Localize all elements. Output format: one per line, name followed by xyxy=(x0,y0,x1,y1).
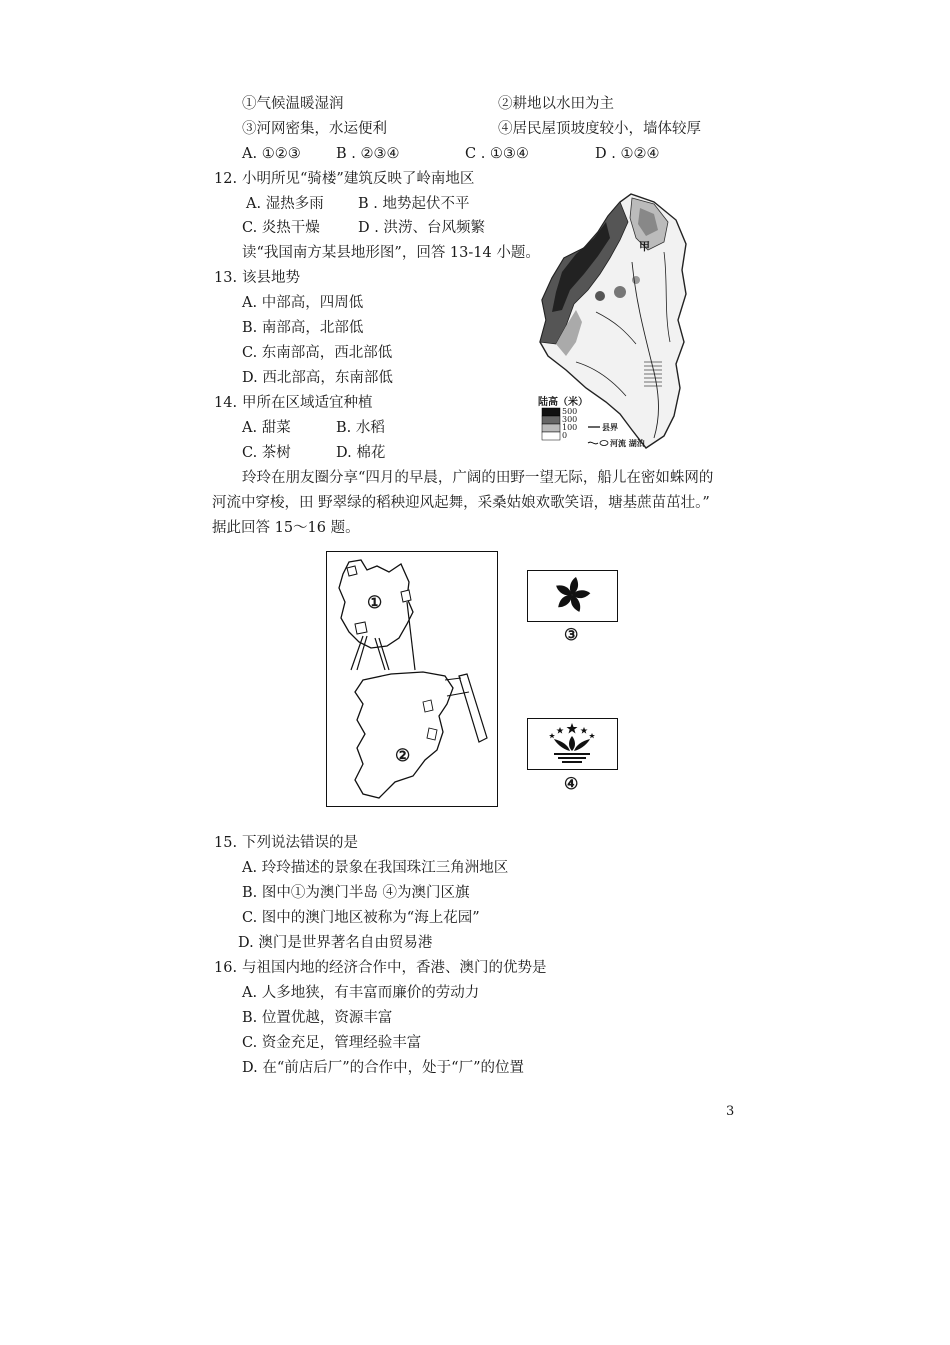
q11-choice-d: D . ①②④ xyxy=(595,146,660,162)
q12-stem: 小明所见“骑楼”建筑反映了岭南地区 xyxy=(242,171,475,187)
q14-choice-a: A. 甜菜 xyxy=(242,420,291,436)
q14-choice-d: D. 棉花 xyxy=(336,445,386,461)
legend-county-boundary: 县界 xyxy=(602,422,618,432)
legend-level-100: 100 xyxy=(562,423,578,432)
intro-13-14: 读“我国南方某县地形图”，回答 13-14 小题。 xyxy=(242,245,540,261)
county-terrain-map-svg xyxy=(536,192,696,454)
q14-stem: 甲所在区域适宜种植 xyxy=(242,395,373,411)
macau-map-svg xyxy=(327,552,496,805)
q14-choice-c: C. 茶树 xyxy=(242,445,291,461)
passage-line-2: 河流中穿梭，田 野翠绿的稻秧迎风起舞，采桑姑娘欢歌笑语，塘基蔗苗茁壮。” xyxy=(212,495,710,511)
q16-stem: 与祖国内地的经济合作中，香港、澳门的优势是 xyxy=(242,960,547,976)
q11-option-3: ③河网密集，水运便利 xyxy=(242,121,387,137)
label-1-macau-peninsula: ① xyxy=(367,593,383,613)
q14-choice-b: B. 水稻 xyxy=(336,420,385,436)
q12-number: 12. xyxy=(214,171,238,187)
q13-choice-b: B. 南部高，北部低 xyxy=(242,320,364,336)
q13-choice-a: A. 中部高，四周低 xyxy=(242,295,364,311)
q15-stem: 下列说法错误的是 xyxy=(242,835,358,851)
flag-macau xyxy=(527,718,618,770)
bauhinia-icon xyxy=(528,571,616,620)
q11-option-2: ②耕地以水田为主 xyxy=(498,96,614,112)
q15-number: 15. xyxy=(214,835,238,851)
label-3-hk-flag: ③ xyxy=(564,625,579,644)
q15-choice-a: A. 玲玲描述的景象在我国珠江三角洲地区 xyxy=(242,860,509,876)
q11-option-1: ①气候温暖湿润 xyxy=(242,96,344,112)
q12-choice-b: B . 地势起伏不平 xyxy=(358,196,470,212)
q11-choice-a: A. ①②③ xyxy=(242,146,301,162)
legend-level-0: 0 xyxy=(562,431,568,440)
q15-choice-b: B. 图中①为澳门半岛 ④为澳门区旗 xyxy=(242,885,470,901)
q16-choice-c: C. 资金充足，管理经验丰富 xyxy=(242,1035,422,1051)
q12-choice-d: D . 洪涝、台风频繁 xyxy=(358,220,485,236)
page-number: 3 xyxy=(726,1104,735,1119)
lotus-icon xyxy=(528,719,616,768)
label-2-islands: ② xyxy=(395,746,411,766)
legend-river-lake: 河流 湖泊 xyxy=(610,438,645,448)
q12-choice-c: C. 炎热干燥 xyxy=(242,220,320,236)
q15-choice-c: C. 图中的澳门地区被称为“海上花园” xyxy=(242,910,480,926)
q13-choice-c: C. 东南部高，西北部低 xyxy=(242,345,393,361)
county-terrain-map xyxy=(536,192,696,454)
map-mark-jia: 甲 xyxy=(639,240,650,253)
map-legend-title: 陆高（米） xyxy=(538,397,588,408)
q16-choice-a: A. 人多地狭，有丰富而廉价的劳动力 xyxy=(242,985,480,1001)
q12-choice-a: A. 湿热多雨 xyxy=(246,196,324,212)
label-4-macau-flag: ④ xyxy=(564,774,579,793)
q15-choice-d: D. 澳门是世界著名自由贸易港 xyxy=(238,935,433,951)
legend-level-300: 300 xyxy=(562,415,578,424)
passage-line-3: 据此回答 15～16 题。 xyxy=(212,520,360,536)
q14-number: 14. xyxy=(214,395,238,411)
macau-map xyxy=(326,551,498,807)
q11-choice-b: B . ②③④ xyxy=(336,146,400,162)
q11-choice-c: C . ①③④ xyxy=(465,146,529,162)
q16-number: 16. xyxy=(214,960,238,976)
legend-level-500: 500 xyxy=(562,407,578,416)
q13-choice-d: D. 西北部高，东南部低 xyxy=(242,370,393,386)
passage-line-1: 玲玲在朋友圈分享“四月的早晨，广阔的田野一望无际，船儿在密如蛛网的 xyxy=(242,470,714,486)
q16-choice-b: B. 位置优越，资源丰富 xyxy=(242,1010,393,1026)
q13-stem: 该县地势 xyxy=(242,270,300,286)
q16-choice-d: D. 在“前店后厂”的合作中，处于“厂”的位置 xyxy=(242,1060,524,1076)
flag-hong-kong xyxy=(527,570,618,622)
q11-option-4: ④居民屋顶坡度较小，墙体较厚 xyxy=(498,121,701,137)
q13-number: 13. xyxy=(214,270,238,286)
